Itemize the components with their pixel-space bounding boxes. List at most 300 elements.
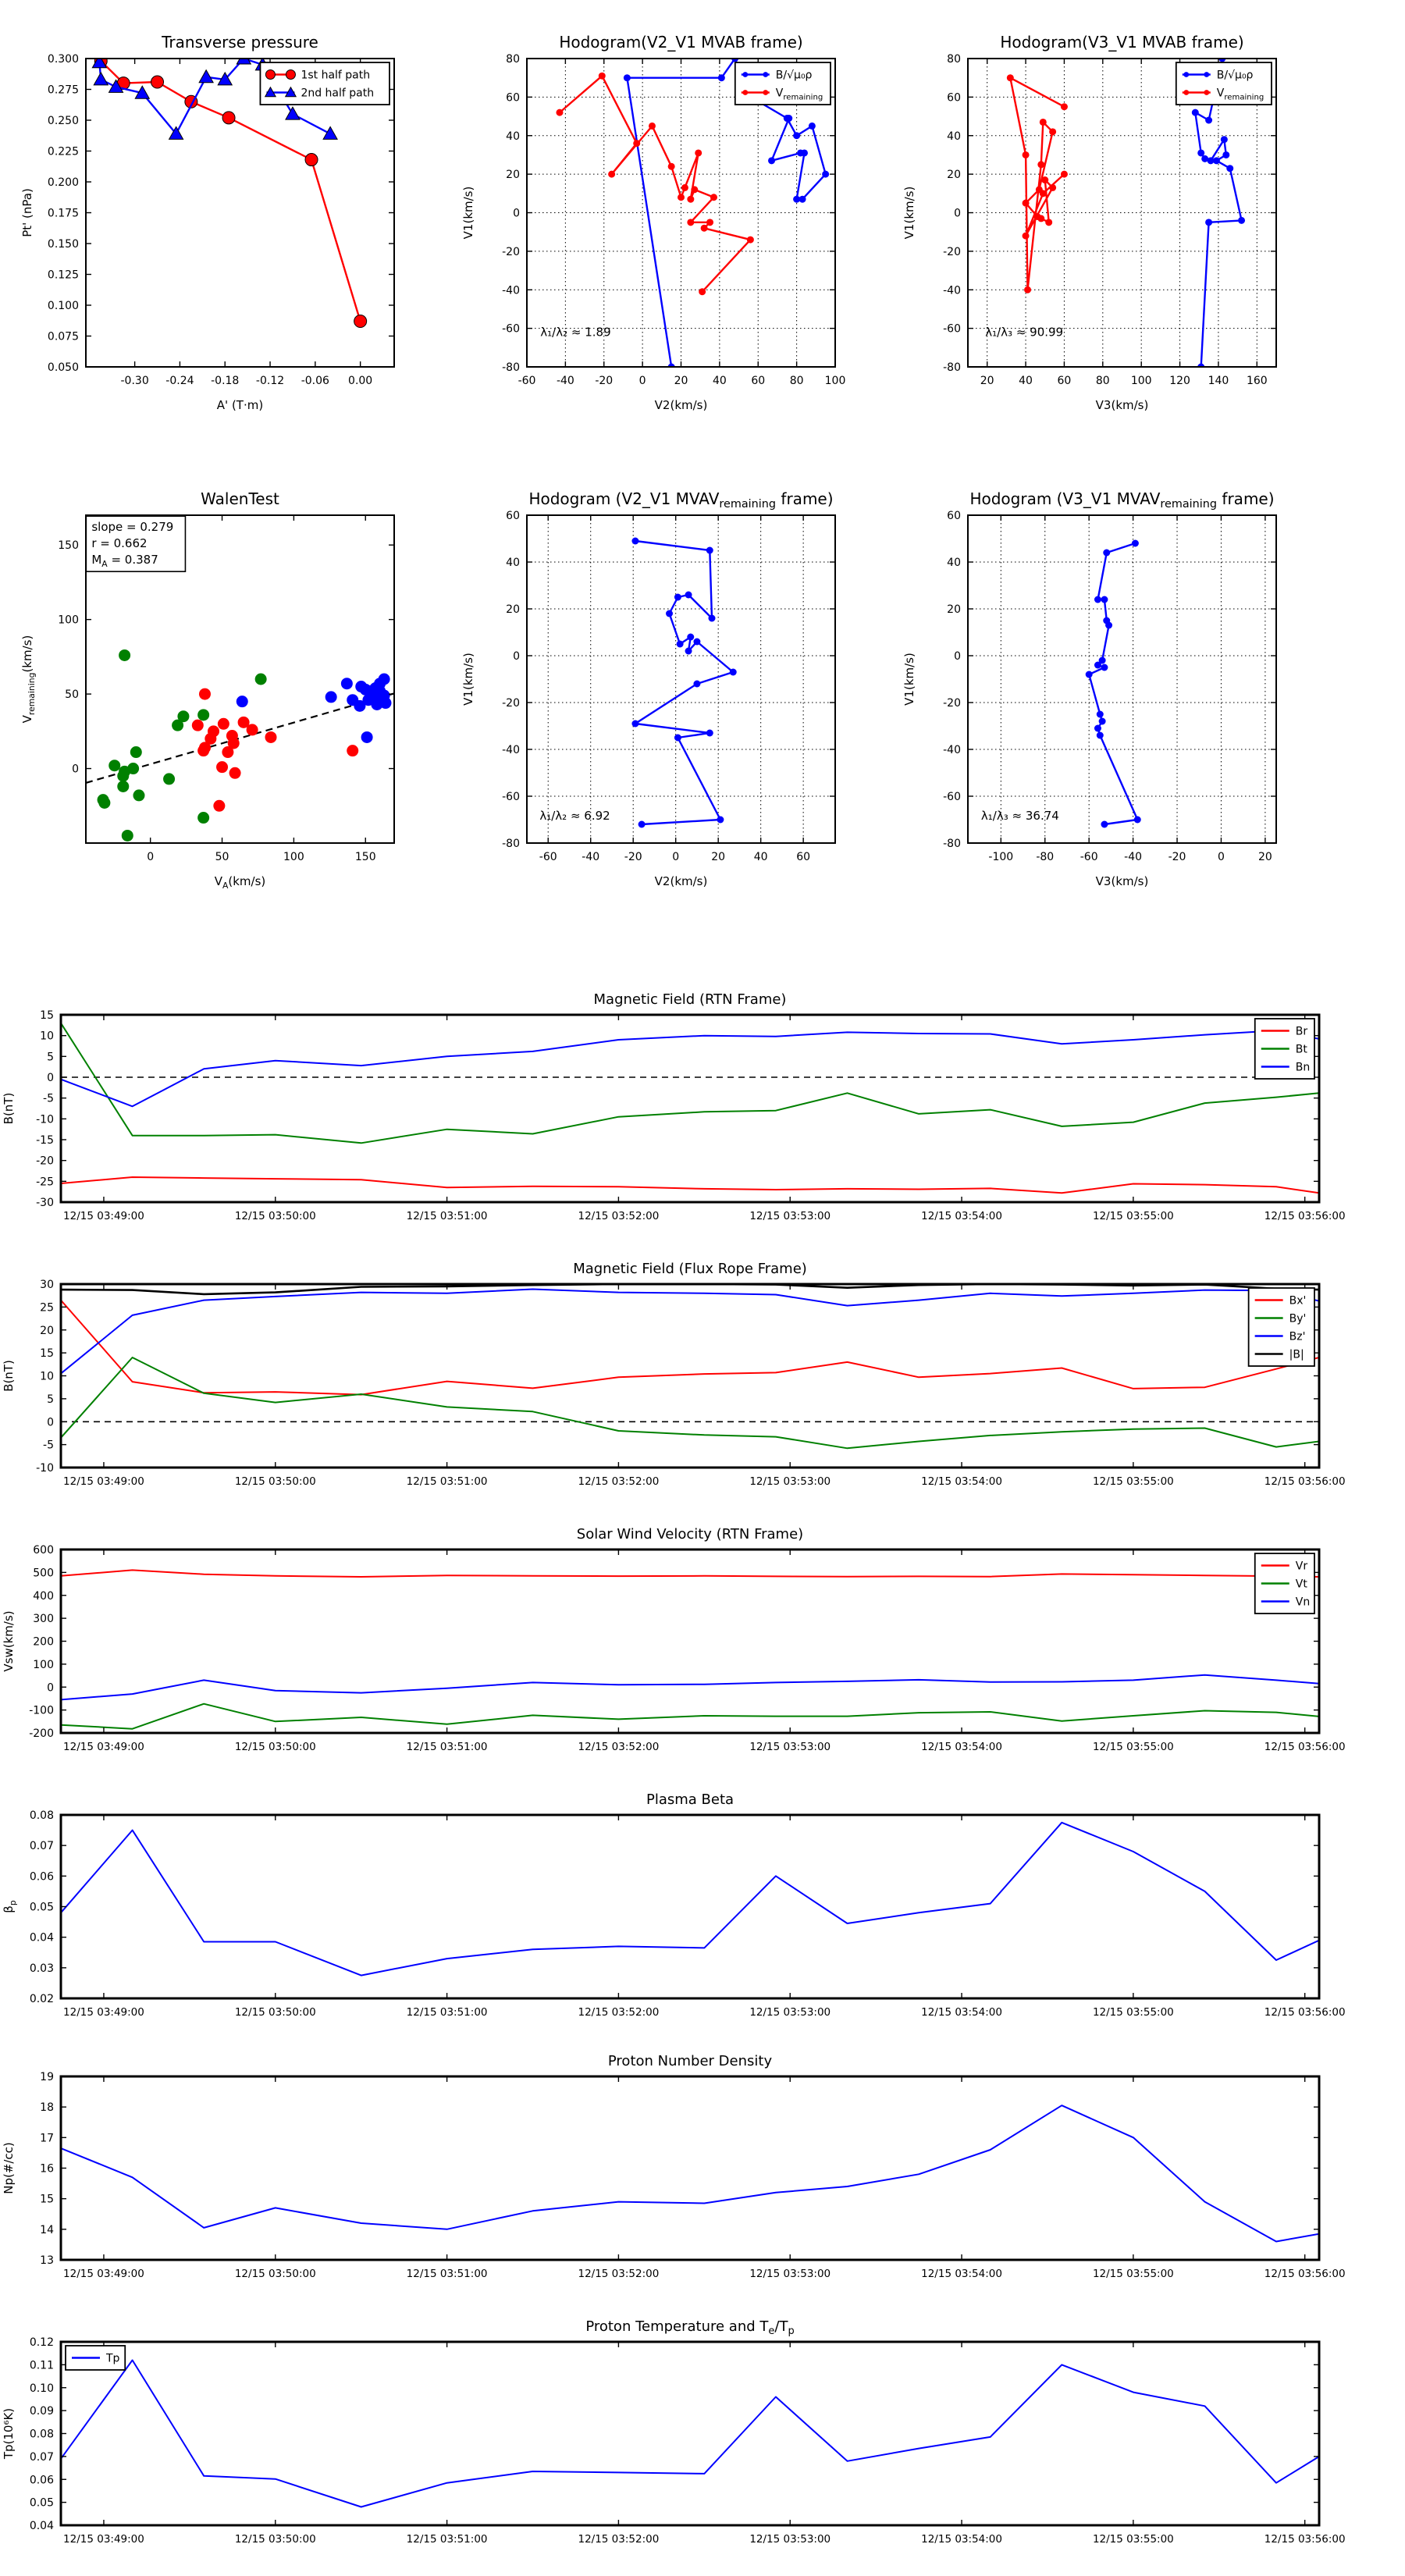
y-tick-label: 150 (58, 539, 79, 553)
y-tick-label: 0.050 (47, 361, 79, 374)
scatter-point (117, 781, 129, 792)
x-tick-label: 12/15 03:50:00 (234, 1210, 316, 1222)
y-tick-label: 0.08 (29, 2428, 54, 2441)
x-tick-label: 80 (1095, 375, 1110, 387)
y-tick-label: 0 (47, 1416, 54, 1429)
chart-walen-test (4, 468, 484, 902)
marker-dot (1040, 119, 1047, 126)
x-tick-label: 12/15 03:51:00 (406, 2268, 488, 2280)
x-tick-label: 12/15 03:55:00 (1092, 2268, 1174, 2280)
x-tick-label: 100 (1130, 375, 1152, 387)
marker-dot (1101, 596, 1108, 603)
x-tick-label: 12/15 03:54:00 (921, 2268, 1002, 2280)
y-tick-label: -30 (36, 1197, 54, 1209)
marker-dot (685, 648, 692, 655)
axes-box (61, 1015, 1319, 1202)
plot-area (61, 1823, 1319, 1976)
x-tick-label: 12/15 03:53:00 (749, 1210, 831, 1222)
y-axis-label: V1(km/s) (461, 653, 475, 706)
y-tick-label: 19 (40, 2071, 54, 2083)
marker-dot (681, 184, 688, 191)
x-tick-label: 12/15 03:56:00 (1264, 1475, 1346, 1488)
chart-title: WalenTest (201, 489, 279, 508)
chart-solar-wind-velocity (0, 1503, 1405, 1774)
marker-dot (809, 123, 816, 130)
marker-dot (1222, 151, 1229, 158)
scatter-point (361, 731, 373, 743)
scatter-point (229, 767, 241, 779)
marker-dot (1007, 74, 1014, 81)
series-By' (61, 1357, 1319, 1448)
x-tick-label: 12/15 03:50:00 (234, 2268, 316, 2280)
y-tick-label: 100 (33, 1658, 54, 1671)
y-tick-label: 16 (40, 2162, 54, 2176)
marker-dot (1049, 128, 1056, 135)
marker-dot (709, 615, 716, 622)
marker-triangle (323, 126, 337, 139)
x-tick-label: 12/15 03:52:00 (578, 2268, 660, 2280)
x-tick-label: -20 (1168, 851, 1186, 863)
marker-dot (1041, 176, 1048, 183)
y-tick-label: 0 (72, 763, 79, 776)
marker-dot (1192, 109, 1199, 116)
x-tick-label: 12/15 03:51:00 (406, 1475, 488, 1488)
y-tick-label: -40 (502, 284, 520, 297)
marker-dot (1024, 286, 1031, 294)
marker-dot (691, 186, 698, 193)
marker-dot (631, 538, 638, 545)
axes-box (61, 2342, 1319, 2525)
y-axis-label: $\beta_p$ (2, 1900, 18, 1913)
y-tick-label: -60 (502, 322, 520, 336)
y-tick-label: 80 (947, 53, 961, 66)
x-tick-label: 100 (824, 375, 846, 387)
scatter-point (108, 760, 120, 771)
y-axis-label: Pt' (nPa) (20, 188, 34, 237)
y-tick-label: -80 (943, 361, 961, 374)
x-tick-label: 0.00 (348, 375, 373, 387)
x-axis-label: $V_A(km/s)$ (214, 874, 266, 891)
marker-dot (677, 641, 684, 648)
x-tick-label: 12/15 03:49:00 (63, 1741, 144, 1753)
marker-dot (1094, 725, 1101, 732)
marker-dot (674, 735, 681, 742)
marker-dot (1213, 157, 1220, 164)
marker-dot (1061, 103, 1068, 110)
x-tick-label: 140 (1208, 375, 1229, 387)
scatter-point (379, 674, 390, 685)
scatter-point (133, 789, 144, 801)
x-tick-label: 60 (796, 851, 811, 863)
marker-dot (608, 171, 615, 178)
y-tick-label: 18 (40, 2101, 54, 2115)
marker-dot (1105, 622, 1112, 629)
y-tick-label: 0.300 (47, 53, 79, 66)
series-Vt (61, 1704, 1319, 1729)
legend-label: |B| (1289, 1348, 1304, 1361)
x-tick-label: 12/15 03:54:00 (921, 1475, 1002, 1488)
chart-title: Hodogram (V3_V1 $MVAV_{remaining}$ frame) (969, 489, 1275, 511)
x-tick-label: 12/15 03:54:00 (921, 1210, 1002, 1222)
x-tick-label: 12/15 03:55:00 (1092, 2533, 1174, 2546)
x-tick-label: 40 (712, 375, 727, 387)
series-Br (61, 1177, 1319, 1193)
x-axis-label: V2(km/s) (654, 398, 708, 412)
y-tick-label: -200 (29, 1727, 54, 1740)
x-tick-label: 100 (283, 851, 304, 863)
plot-area (631, 538, 736, 828)
x-tick-label: 12/15 03:49:00 (63, 1210, 144, 1222)
chart-title: Hodogram (V2_V1 $MVAV_{remaining}$ frame) (528, 489, 834, 511)
x-tick-label: -0.24 (165, 375, 194, 387)
y-tick-label: 100 (58, 614, 79, 627)
hodogram-v2v1-mvab-svg (445, 12, 925, 423)
marker-dot (1023, 151, 1030, 158)
y-tick-label: 200 (33, 1635, 54, 1649)
y-tick-label: -80 (502, 361, 520, 374)
stats-line: r = 0.662 (91, 536, 148, 551)
marker-dot (1040, 190, 1047, 197)
marker-circle (305, 154, 318, 166)
stats-line: slope = 0.279 (91, 520, 174, 535)
marker-dot (1183, 90, 1189, 95)
axes-box (61, 2076, 1319, 2260)
y-tick-label: 0.07 (29, 2450, 54, 2464)
y-tick-label: -15 (36, 1134, 54, 1147)
legend-label: $V_{remaining}$ (1216, 87, 1264, 102)
scatter-point (237, 696, 248, 707)
chart-hodogram-v2v1-mvav (445, 468, 925, 902)
y-tick-label: 0.04 (29, 1931, 54, 1944)
marker-dot (706, 219, 713, 226)
x-tick-label: 40 (753, 851, 768, 863)
x-tick-label: -60 (539, 851, 557, 863)
scatter-point (199, 742, 211, 753)
x-tick-label: -60 (518, 375, 536, 387)
x-tick-label: 12/15 03:54:00 (921, 1741, 1002, 1753)
x-tick-label: -0.18 (211, 375, 240, 387)
scatter-point (130, 746, 142, 758)
series-Bz' (61, 1290, 1319, 1374)
x-tick-label: 12/15 03:52:00 (578, 1741, 660, 1753)
marker-dot (1132, 540, 1139, 547)
chart-proton-density (0, 2030, 1405, 2300)
scatter-point (172, 720, 183, 731)
marker-dot (1134, 817, 1141, 824)
marker-triangle (199, 70, 213, 83)
marker-dot (1086, 671, 1093, 678)
x-tick-label: 12/15 03:49:00 (63, 2268, 144, 2280)
marker-dot (793, 132, 800, 139)
legend-label: Vn (1295, 1596, 1311, 1609)
plot-area (61, 1023, 1319, 1194)
marker-dot (633, 140, 640, 147)
scatter-point (255, 674, 267, 685)
marker-dot (674, 594, 681, 601)
axes-box (61, 1815, 1319, 1998)
scatter-point (222, 746, 233, 758)
chart-title: Proton Number Density (607, 2053, 773, 2069)
marker-dot (1183, 72, 1189, 77)
x-tick-label: 0 (147, 851, 155, 863)
scatter-point (119, 649, 130, 661)
y-tick-label: -20 (502, 245, 520, 258)
marker-dot (1226, 165, 1233, 172)
x-tick-label: 12/15 03:52:00 (578, 1475, 660, 1488)
marker-dot (768, 157, 775, 164)
marker-circle (354, 315, 367, 328)
y-tick-label: 0.05 (29, 1901, 54, 1914)
series-Vr (61, 1570, 1319, 1577)
x-tick-label: 0 (638, 375, 646, 387)
y-tick-label: 10 (40, 1030, 54, 1043)
marker-dot (1204, 72, 1209, 77)
marker-dot (687, 634, 694, 641)
y-tick-label: 0.08 (29, 1809, 54, 1822)
legend-label: Br (1295, 1025, 1308, 1038)
marker-dot (687, 219, 694, 226)
x-tick-label: 12/15 03:55:00 (1092, 1475, 1174, 1488)
hodogram-v3v1-mvav-svg (886, 468, 1366, 899)
chart-hodogram-v2v1-mvab (445, 12, 925, 426)
annotation: λ₁/λ₃ ≈ 36.74 (980, 809, 1059, 823)
legend-label: Tp (106, 2352, 120, 2365)
chart-title: Hodogram(V3_V1 MVAB frame) (1000, 33, 1244, 52)
scatter-point (347, 745, 358, 756)
y-tick-label: 0.05 (29, 2496, 54, 2510)
y-tick-label: -5 (43, 1092, 54, 1105)
y-tick-label: 40 (506, 557, 520, 569)
y-tick-label: -20 (943, 245, 961, 258)
x-axis-label: A' (T·m) (216, 398, 264, 412)
y-tick-label: 0.10 (29, 2382, 54, 2395)
y-tick-label: 0 (47, 1681, 54, 1695)
y-tick-label: -20 (502, 697, 520, 710)
scatter-point (199, 688, 211, 700)
series-Bn (61, 1030, 1319, 1106)
marker-dot (1205, 117, 1212, 124)
y-tick-label: 10 (40, 1370, 54, 1383)
y-tick-label: -40 (943, 744, 961, 756)
x-tick-label: 12/15 03:52:00 (578, 2533, 660, 2546)
y-tick-label: 15 (40, 2193, 54, 2206)
y-tick-label: -40 (943, 284, 961, 297)
y-tick-label: 5 (47, 1051, 54, 1064)
marker-dot (1238, 217, 1245, 224)
x-tick-label: 12/15 03:51:00 (406, 2006, 488, 2019)
y-tick-label: 15 (40, 1009, 54, 1022)
marker-dot (1221, 136, 1228, 143)
marker-dot (638, 821, 646, 828)
marker-circle (222, 112, 235, 124)
plot-area (86, 649, 394, 841)
y-tick-label: -20 (36, 1155, 54, 1168)
y-tick-label: -60 (943, 322, 961, 336)
proton-temperature-svg (0, 2295, 1405, 2563)
marker-triangle (94, 73, 108, 85)
chart-transverse-pressure (4, 12, 484, 426)
marker-dot (706, 547, 713, 554)
marker-dot (793, 196, 800, 203)
chart-title: Proton Temperature and $T_e/T_p$ (585, 2318, 795, 2337)
axes-box (61, 1550, 1319, 1733)
axes-box (968, 515, 1276, 843)
marker-dot (1045, 219, 1052, 226)
scatter-point (265, 731, 277, 743)
marker-dot (1205, 219, 1212, 226)
plot-area (61, 1570, 1319, 1728)
x-tick-label: -20 (595, 375, 614, 387)
marker-dot (649, 123, 656, 130)
series-Vn (61, 1675, 1319, 1700)
legend-label: B/√μ₀ρ (1216, 69, 1254, 82)
x-tick-label: 12/15 03:49:00 (63, 2006, 144, 2019)
y-tick-label: -80 (502, 838, 520, 850)
marker-dot (556, 109, 563, 116)
scatter-point (117, 770, 129, 782)
x-tick-label: 12/15 03:55:00 (1092, 1741, 1174, 1753)
x-tick-label: 12/15 03:51:00 (406, 2533, 488, 2546)
y-axis-label: Vsw(km/s) (2, 1610, 16, 1672)
marker-dot (693, 681, 700, 688)
chart-title: Solar Wind Velocity (RTN Frame) (576, 1526, 804, 1542)
marker-dot (1037, 215, 1044, 222)
y-tick-label: 40 (947, 130, 961, 143)
chart-hodogram-v3v1-mvav (886, 468, 1366, 902)
x-tick-label: 12/15 03:56:00 (1264, 2006, 1346, 2019)
x-tick-label: 12/15 03:49:00 (63, 1475, 144, 1488)
x-tick-label: 12/15 03:55:00 (1092, 1210, 1174, 1222)
legend-label: By' (1289, 1312, 1307, 1325)
y-tick-label: 0.250 (47, 115, 79, 127)
x-tick-label: -0.06 (301, 375, 329, 387)
x-tick-label: 12/15 03:53:00 (749, 2268, 831, 2280)
y-tick-label: 60 (947, 510, 961, 522)
marker-dot (599, 73, 606, 80)
marker-dot (710, 194, 717, 201)
y-tick-label: 0 (513, 207, 520, 220)
series-Bx' (61, 1300, 1319, 1395)
x-tick-label: 20 (711, 851, 726, 863)
marker-triangle (286, 107, 300, 119)
x-tick-label: 12/15 03:52:00 (578, 1210, 660, 1222)
x-tick-label: 12/15 03:51:00 (406, 1741, 488, 1753)
y-axis-label: V1(km/s) (902, 186, 916, 240)
y-tick-label: 0.225 (47, 145, 79, 158)
y-tick-label: 0.12 (29, 2336, 54, 2349)
x-tick-label: 120 (1169, 375, 1190, 387)
hodogram-v2v1-mvav-svg (445, 468, 925, 899)
x-tick-label: 12/15 03:51:00 (406, 1210, 488, 1222)
annotation: λ₁/λ₃ ≈ 90.99 (985, 325, 1064, 340)
y-tick-label: 400 (33, 1589, 54, 1603)
y-axis-label: $V_{remaining}(km/s)$ (20, 635, 37, 724)
marker-dot (785, 115, 792, 122)
y-tick-label: 0.11 (29, 2359, 54, 2372)
x-tick-label: 20 (674, 375, 688, 387)
x-tick-label: 12/15 03:50:00 (234, 2006, 316, 2019)
scatter-point (379, 697, 391, 709)
marker-dot (631, 720, 638, 728)
x-tick-label: 12/15 03:49:00 (63, 2533, 144, 2546)
y-tick-label: -60 (502, 791, 520, 803)
marker-dot (685, 592, 692, 599)
plot-area (1086, 540, 1141, 828)
y-tick-label: 0 (47, 1072, 54, 1084)
y-tick-label: -5 (43, 1439, 54, 1452)
y-tick-label: -40 (502, 744, 520, 756)
legend-label: 1st half path (301, 69, 371, 82)
x-tick-label: -0.30 (120, 375, 149, 387)
x-tick-label: -80 (1036, 851, 1055, 863)
x-tick-label: 12/15 03:55:00 (1092, 2006, 1174, 2019)
x-tick-label: -0.12 (255, 375, 285, 387)
y-tick-label: -10 (36, 1113, 54, 1126)
y-tick-label: 0.275 (47, 84, 79, 97)
legend-label: Vr (1295, 1560, 1308, 1573)
x-tick-label: 12/15 03:56:00 (1264, 2533, 1346, 2546)
marker-dot (797, 149, 804, 156)
y-tick-label: 60 (506, 510, 520, 522)
chart-plasma-beta (0, 1768, 1405, 2039)
x-tick-label: -40 (556, 375, 574, 387)
y-tick-label: -10 (36, 1462, 54, 1475)
marker-dot (1103, 550, 1110, 557)
hodogram-v3v1-mvab-svg (886, 12, 1366, 423)
marker-dot (1023, 200, 1030, 207)
x-tick-label: 20 (980, 375, 994, 387)
proton-density-svg (0, 2030, 1405, 2297)
y-tick-label: 600 (33, 1544, 54, 1557)
chart-proton-temperature (0, 2295, 1405, 2566)
marker-dot (693, 639, 700, 646)
y-axis-label: B(nT) (2, 1360, 16, 1392)
axes-box (527, 515, 835, 843)
marker-dot (1094, 662, 1101, 669)
scatter-point (213, 800, 225, 812)
y-tick-label: 60 (947, 91, 961, 105)
y-tick-label: 0.075 (47, 330, 79, 343)
marker-dot (699, 288, 706, 295)
y-tick-label: 0 (954, 207, 961, 220)
mag-flux-rope-svg (0, 1237, 1405, 1505)
x-tick-label: -20 (624, 851, 642, 863)
series-beta p (61, 1823, 1319, 1976)
x-tick-label: 12/15 03:56:00 (1264, 2268, 1346, 2280)
marker-dot (1061, 171, 1068, 178)
x-tick-label: 12/15 03:54:00 (921, 2006, 1002, 2019)
y-tick-label: 0.200 (47, 176, 79, 189)
legend-label: Bn (1295, 1061, 1311, 1074)
legend-label: Bz' (1289, 1330, 1306, 1343)
y-tick-label: 0.04 (29, 2520, 54, 2532)
y-tick-label: 14 (40, 2223, 54, 2236)
chart-mag-flux-rope (0, 1237, 1405, 1508)
marker-dot (701, 225, 708, 232)
marker-dot (730, 669, 737, 676)
marker-dot (742, 90, 748, 95)
x-tick-label: 12/15 03:50:00 (234, 1475, 316, 1488)
y-tick-label: 60 (506, 91, 520, 105)
mag-rtn-svg (0, 968, 1405, 1240)
y-tick-label: -60 (943, 791, 961, 803)
x-axis-label: V3(km/s) (1095, 874, 1149, 888)
y-tick-label: 0 (513, 650, 520, 663)
x-tick-label: 12/15 03:54:00 (921, 2533, 1002, 2546)
y-tick-label: 20 (40, 1324, 54, 1337)
y-tick-label: 20 (947, 169, 961, 182)
marker-circle (265, 70, 275, 80)
